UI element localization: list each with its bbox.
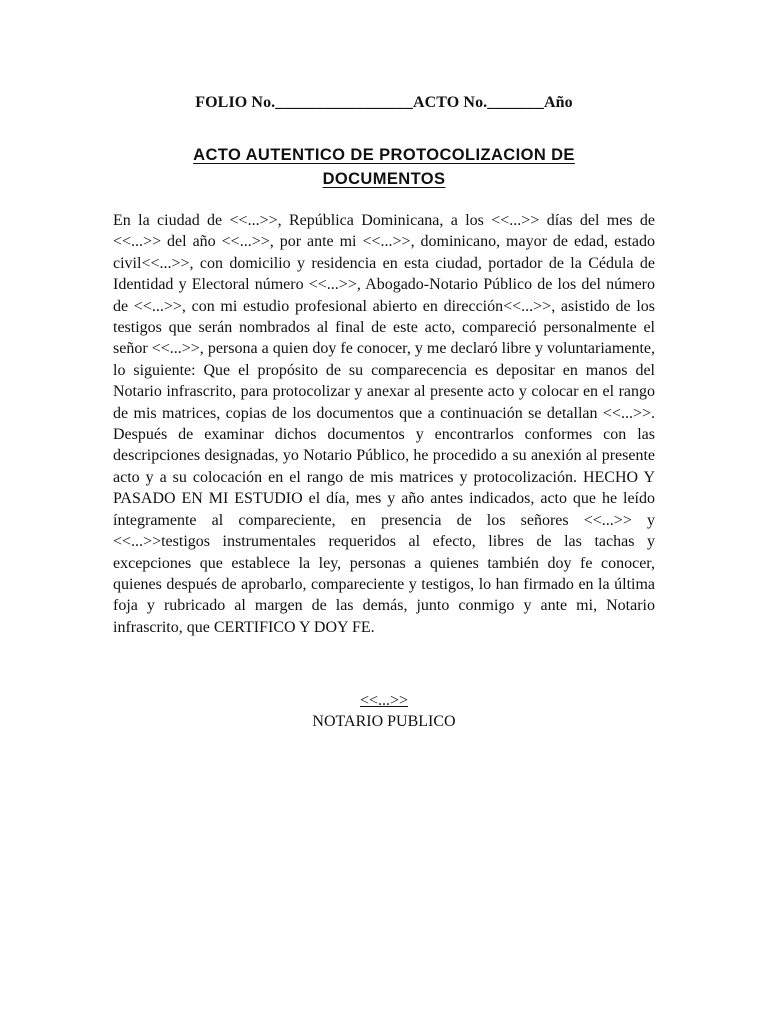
body-paragraph: En la ciudad de <<...>>, República Dominicana, a los <<...>> días del mes de <<...>> del año <<...>>, por ante mi <<...>>, dominicano, mayor de edad, estado civil<<...>>, con domicilio y residencia en esta ciudad, portador de la Cédula de Identidad y Electoral número <<...>>, Abogado-Notario Público de los del número de <<...>>, con mi estudio profesional abierto en dirección<<...>>, asistido de los testigos que serán nombrados al final de este acto, compareció personalmente el señor <<...>>, persona a quien doy fe conocer, y me declaró libre y voluntariamente, lo siguiente: Que el propósito de su comparecencia es depositar en manos del Notario infrascrito, para protocolizar y anexar al presente acto y colocar en el rango de mis matrices, copias de los documentos que a continuación se detallan <<...>>. Después de examinar dichos documentos y encontrarlos conformes con las descripciones designadas, yo Notario Público, he procedido a su anexión al presente acto y a su colocación en el rango de mis matrices y protocolización. HECHO Y PASADO EN MI ESTUDIO el día, mes y año antes indicados, acto que he leído íntegramente al compareciente, en presencia de los señores <<...>> y <<...>>testigos instrumentales requeridos al efecto, libres de las tachas y excepciones que establece la ley, personas a quienes también doy fe conocer, quienes después de aprobarlo, compareciente y testigos, lo han firmado en la última foja y rubricado al margen de las demás, junto conmigo y ante mi, Notario infrascrito, que CERTIFICO Y DOY FE.: [113, 212, 655, 636]
notary-name-placeholder: <<...>>: [359, 692, 409, 709]
notary-role: NOTARIO PUBLICO: [312, 713, 456, 730]
document-title: [140, 143, 628, 191]
document-title-line-1: ACTO AUTENTICO DE PROTOCOLIZACION DE: [193, 146, 575, 164]
document-title-line-2: DOCUMENTOS: [322, 170, 446, 188]
document-body: [113, 210, 655, 638]
signature-block: [0, 690, 768, 732]
folio-acto-line: FOLIO No._________________ACTO No._______Año: [195, 94, 573, 111]
